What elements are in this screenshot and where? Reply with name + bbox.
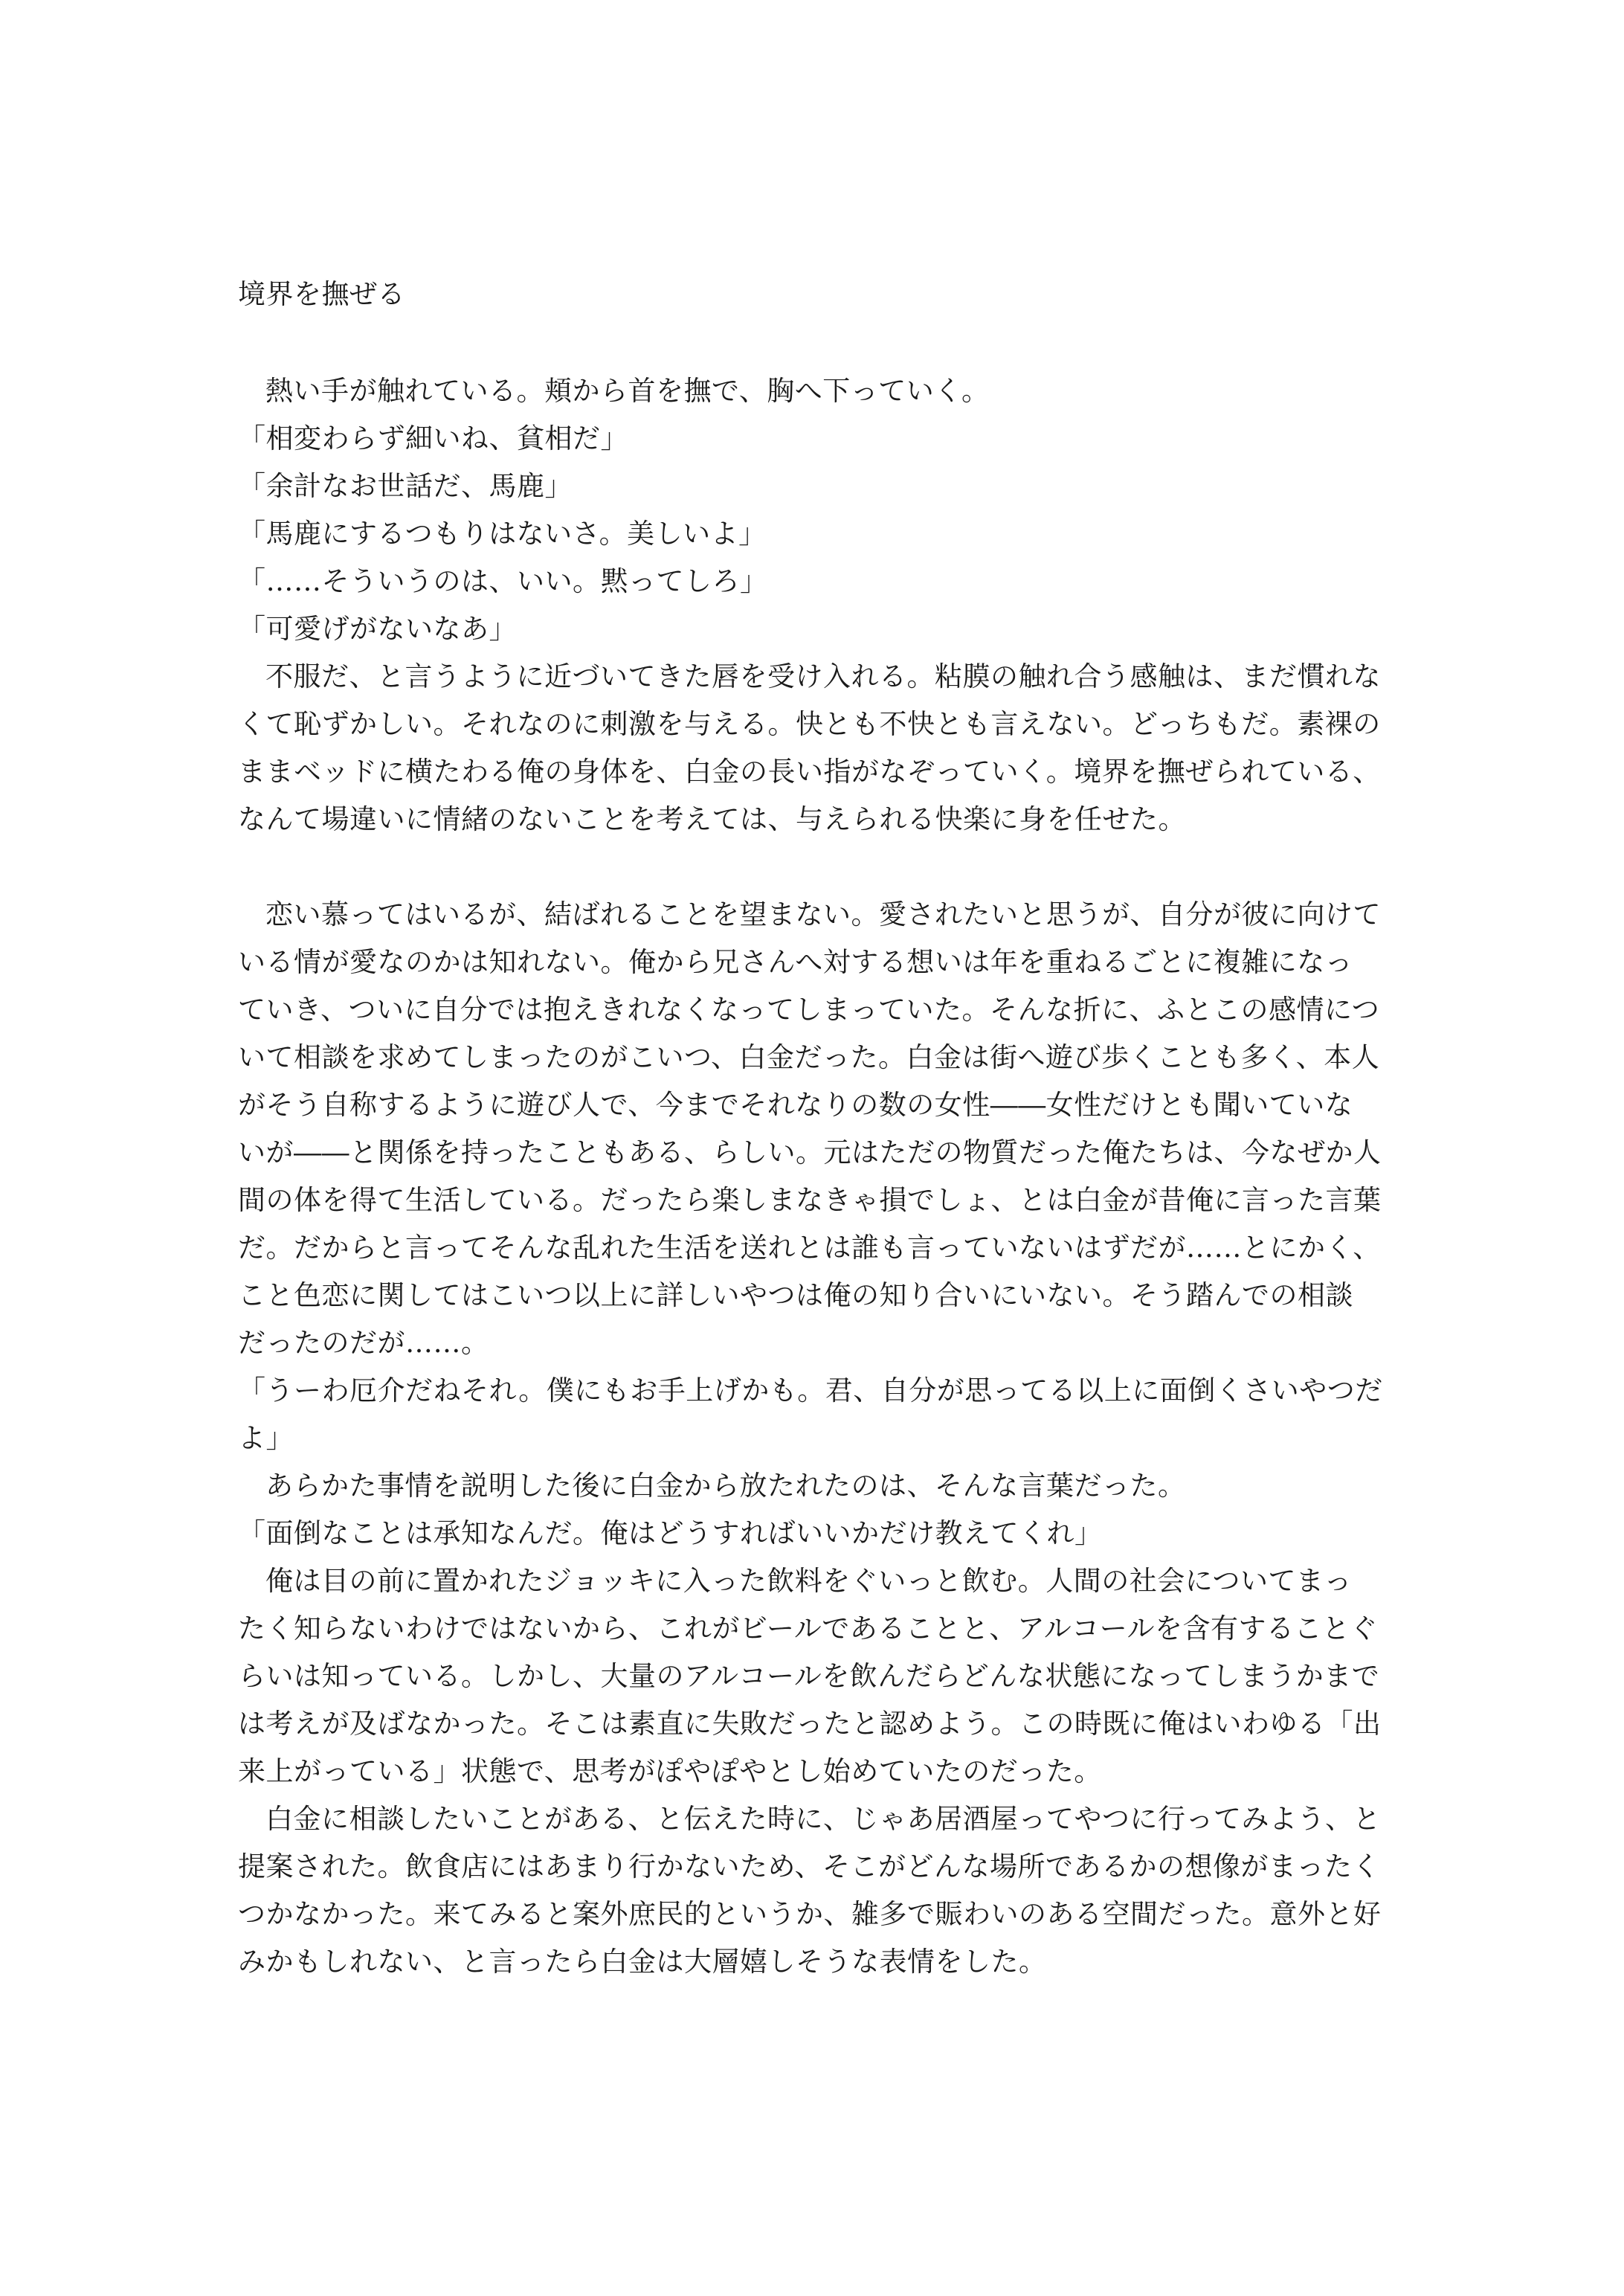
text-line: なんて場違いに情緒のないことを考えては、与えられる快楽に身を任せた。: [238, 803, 1186, 835]
text-line: こと色恋に関してはこいつ以上に詳しいやつは俺の知り合いにいない。そう踏んでの相談: [238, 1279, 1353, 1311]
blank-line: [238, 843, 1398, 891]
text-line: 「……そういうのは、いい。黙ってしろ」: [238, 565, 768, 597]
text-line: 「うーわ厄介だねそれ。僕にもお手上げかも。君、自分が思ってる以上に面倒くさいやつだ: [238, 1374, 1383, 1406]
text-line: 恋い慕ってはいるが、結ばれることを望まない。愛されたいと思うが、自分が彼に向けて: [265, 898, 1381, 930]
text-line: 来上がっている」状態で、思考がぽやぽやとし始めていたのだった。: [238, 1755, 1102, 1787]
text-line: ていき、ついに自分では抱えきれなくなってしまっていた。そんな折に、ふとこの感情につ: [238, 994, 1380, 1026]
text-line: 不服だ、と言うように近づいてきた唇を受け入れる。粘膜の触れ合う感触は、まだ慣れな: [265, 660, 1381, 692]
text-line: いが――と関係を持ったこともある、らしい。元はただの物質だった俺たちは、今なぜか人: [238, 1136, 1382, 1168]
text-line: がそう自称するように遊び人で、今までそれなりの数の女性――女性だけとも聞いていな: [238, 1089, 1353, 1121]
text-line: いて相談を求めてしまったのがこいつ、白金だった。白金は街へ遊び歩くことも多く、本人: [238, 1041, 1380, 1073]
text-line: 俺は目の前に置かれたジョッキに入った飲料をぐいっと飲む。人間の社会についてまっ: [265, 1565, 1353, 1597]
text-line: 熱い手が触れている。頬から首を撫で、胸へ下っていく。: [265, 375, 990, 407]
text-line: いる情が愛なのかは知れない。俺から兄さんへ対する想いは年を重ねるごとに複雑になっ: [238, 946, 1353, 978]
text-line: 白金に相談したいことがある、と伝えた時に、じゃあ居酒屋ってやつに行ってみよう、と: [265, 1803, 1381, 1835]
text-line: ままベッドに横たわる俺の身体を、白金の長い指がなぞっていく。境界を撫ぜられている、: [238, 756, 1381, 788]
text-line: よ」: [238, 1422, 294, 1454]
text-line: は考えが及ばなかった。そこは素直に失敗だったと認めよう。この時既に俺はいわゆる「出: [238, 1708, 1382, 1740]
text-line: だったのだが……。: [238, 1327, 489, 1359]
text-line: たく知らないわけではないから、これがビールであることと、アルコールを含有することぐ: [238, 1612, 1379, 1644]
text-line: 間の体を得て生活している。だったら楽しまなきゃ損でしょ、とは白金が昔俺に言った言葉: [238, 1184, 1382, 1216]
text-line: 「面倒なことは承知なんだ。俺はどうすればいいかだけ教えてくれ」: [238, 1517, 1103, 1549]
text-line: 「馬鹿にするつもりはないさ。美しいよ」: [238, 518, 767, 550]
text-line: らいは知っている。しかし、大量のアルコールを飲んだらどんな状態になってしまうかまで: [238, 1660, 1380, 1692]
text-line: つかなかった。来てみると案外庶民的というか、雑多で賑わいのある空間だった。意外と好: [238, 1898, 1382, 1930]
text-line: くて恥ずかしい。それなのに刺激を与える。快とも不快とも言えない。どっちもだ。素裸の: [238, 708, 1381, 740]
document-body: [238, 367, 1398, 1986]
text-line: みかもしれない、と言ったら白金は大層嬉しそうな表情をした。: [238, 1946, 1047, 1978]
text-line: 「余計なお世話だ、馬鹿」: [238, 470, 573, 502]
text-line: 提案された。飲食店にはあまり行かないため、そこがどんな場所であるかの想像がまったく: [238, 1850, 1381, 1882]
text-line: 「可愛げがないなあ」: [238, 613, 517, 645]
text-line: 「相変わらず細いね、貧相だ」: [238, 422, 628, 454]
text-line: あらかた事情を説明した後に白金から放たれたのは、そんな言葉だった。: [265, 1470, 1186, 1502]
document-title: 境界を撫ぜる: [238, 278, 405, 310]
text-line: だ。だからと言ってそんな乱れた生活を送れとは誰も言っていないはずだが……とにかく、: [238, 1232, 1381, 1264]
